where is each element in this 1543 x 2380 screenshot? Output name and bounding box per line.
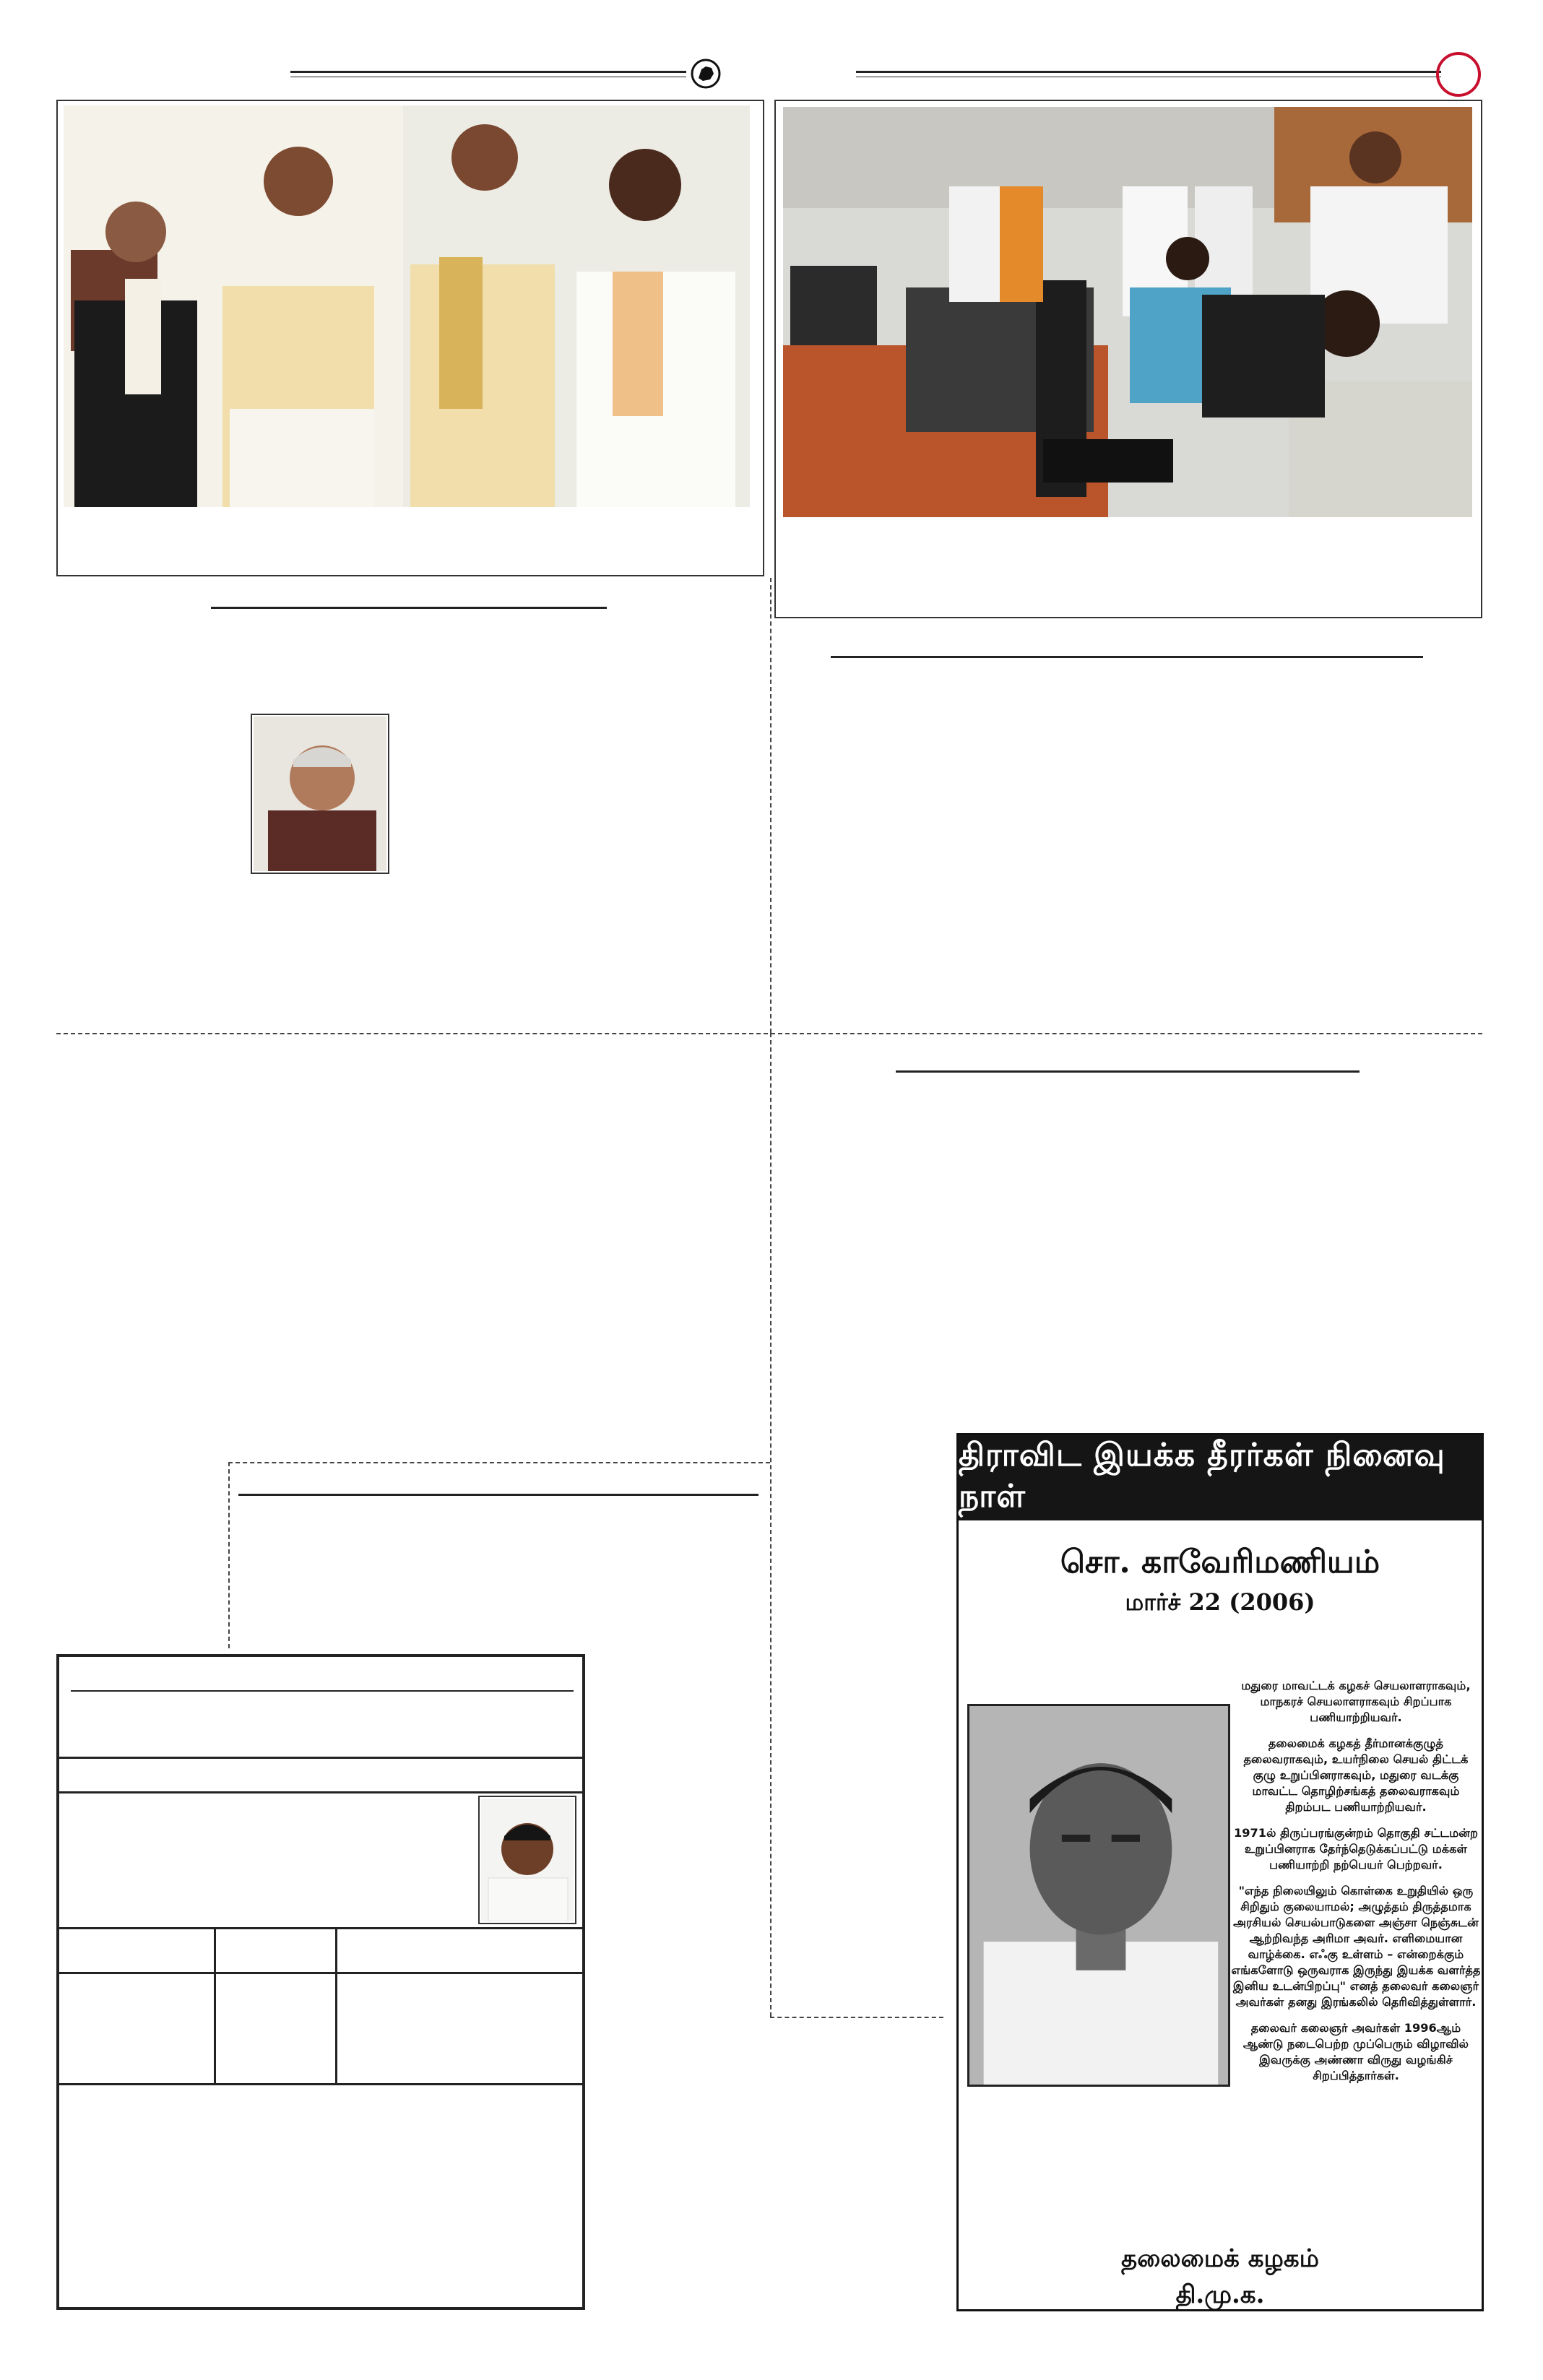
- memorial-bio-paragraph: தலைவர் கலைஞர் அவர்கள் 1996ஆம் ஆண்டு நடைபெற்ற முப்பெரும் விழாவில் இவருக்கு அண்ணா விருது வழங்கிச் சிறப்பித்தார்கள்.: [1242, 2021, 1469, 2082]
- memorial-name: சொ. காவேரிமணியம்: [1060, 1544, 1380, 1580]
- memorial-date: மார்ச் 22 (2006): [1125, 1588, 1315, 1616]
- memorial-bio-paragraph: "எந்த நிலையிலும் கொள்கை உறுதியில் ஒரு சிறிதும் குலையாமல்; அழுத்தம் திருத்தமாக அரசியல் செயல்பாடுகளை அஞ்சா நெஞ்சுடன் ஆற்றிவந்த அரிமா அவர். எளிமையான வாழ்க்கை. எஃகு உள்ளம் – என்றைக்கும் எங்களோடு ஒருவராக இருந்து இயக்க வளர்த்த இனிய உடன்பிறப்பு" எனத் தலைவர் கலைஞர் அவர்கள் தனது இரங்கலில் தெரிவித்துள்ளார்.: [1231, 1884, 1481, 2009]
- table-portrait: [481, 1799, 574, 1921]
- memorial-bio-paragraph: மதுரை மாவட்டக் கழகச் செயலாளராகவும், மாநகரச் செயலாளராகவும் சிறப்பாக பணியாற்றியவர்.: [1241, 1679, 1471, 1724]
- column-divider-middle: [770, 1033, 772, 2017]
- masthead-rule-right: [856, 71, 1441, 73]
- table-col-line-2: [335, 1927, 337, 2083]
- table-row-line-2: [59, 1791, 582, 1793]
- page-number-circle: [1436, 52, 1481, 97]
- rising-sun-emblem-icon: [690, 58, 722, 90]
- section-divider-horizontal: [56, 1033, 1482, 1034]
- masthead-rule-left: [290, 71, 686, 73]
- table-row-line-3: [59, 1927, 582, 1929]
- lower-right-heading-rule: [896, 1070, 1360, 1073]
- memorial-header: திராவிட இயக்க தீரர்கள் நினைவு நாள்: [959, 1435, 1482, 1520]
- memorial-bio-paragraph: தலைமைக் கழகத் தீர்மானக்குழுத் தலைவராகவும், உயர்நிலை செயல் திட்டக் குழு உறுப்பினராகவும், மதுரை வடக்கு மாவட்ட தொழிற்சங்கத் தலைவராகவும் திறம்பட பணியாற்றியவர்.: [1243, 1736, 1469, 1814]
- table-title-rule: [71, 1690, 574, 1692]
- left-article-heading-rule: [211, 607, 607, 609]
- table-row-line-4: [59, 1972, 582, 1974]
- memorial-notice: [956, 1433, 1484, 2311]
- column-divider-top: [770, 578, 772, 1033]
- table-row-line-1: [59, 1757, 582, 1759]
- inset-heading-rule: [238, 1494, 758, 1496]
- inset-box-left: [228, 1462, 230, 1648]
- table-box: [56, 1654, 585, 2310]
- inset-box-top: [228, 1462, 770, 1463]
- photo-call-center-inspection: [783, 107, 1472, 517]
- memorial-portrait-frame: [967, 1704, 1230, 2087]
- memorial-footer-party: தி.மு.க.: [1175, 2280, 1265, 2309]
- memorial-biography: [1230, 1678, 1482, 2094]
- memorial-footer-organization: தலைமைக் கழகம்: [1121, 2244, 1319, 2273]
- portrait-columnist: [254, 717, 386, 871]
- memorial-bio-paragraph: 1971ல் திருப்பரங்குன்றம் தொகுதி சட்டமன்ற உறுப்பினராக தேர்ந்தெடுக்கப்பட்டு மக்கள் பணியாற்றி நற்பெயர் பெற்றவர்.: [1234, 1826, 1478, 1871]
- table-row-line-5: [59, 2083, 582, 2085]
- memorial-portrait: [969, 1706, 1228, 2085]
- table-col-line-1: [214, 1927, 216, 2083]
- photo-leaders-greeting: [64, 105, 750, 507]
- right-article-heading-rule: [831, 656, 1423, 658]
- box-divider-bottom: [770, 2017, 943, 2018]
